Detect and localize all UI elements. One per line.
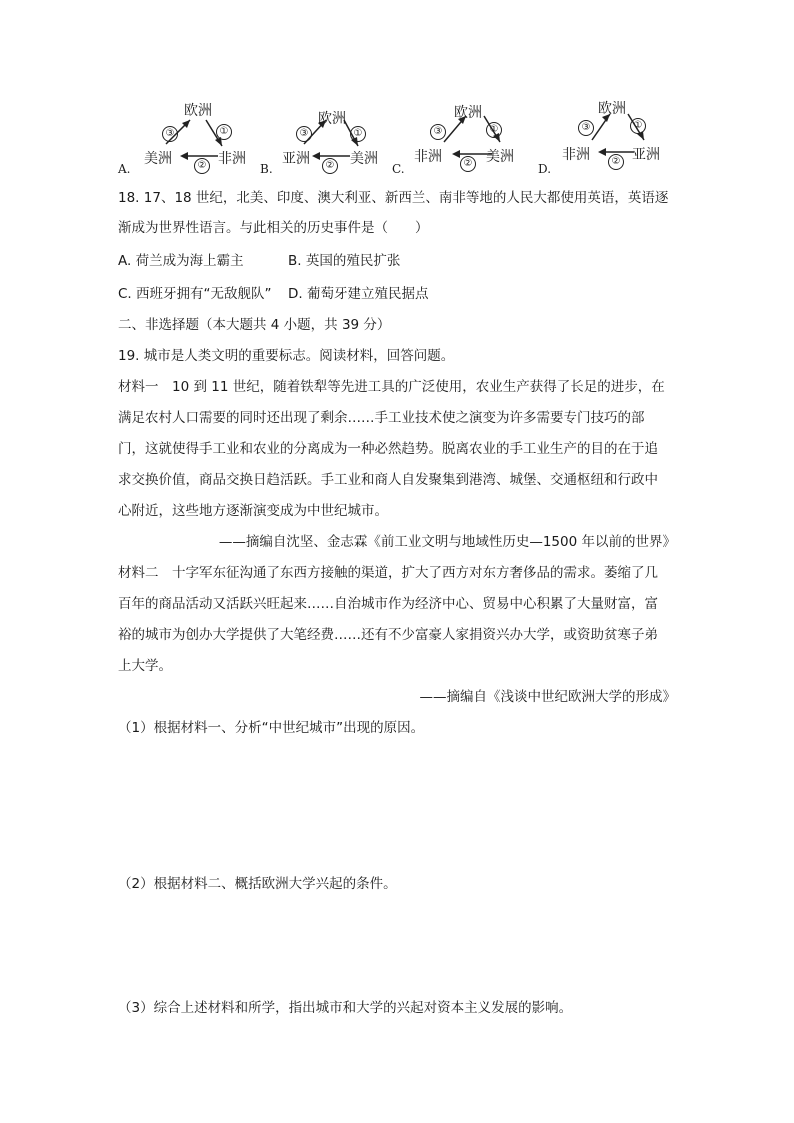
material-1-line: 满足农村人口需要的同时还出现了剩余……手工业技术使之演变为许多需要专门技巧的部	[118, 410, 645, 426]
circled-number-2: ②	[194, 158, 210, 174]
material-1-source: ——摘编自沈坚、金志霖《前工业文明与地域性历史—1500 年以前的世界》	[218, 534, 676, 550]
material-2-line: 上大学。	[118, 658, 172, 674]
circled-number-3: ③	[430, 124, 446, 140]
sub-question-3: （3）综合上述材料和所学，指出城市和大学的兴起对资本主义发展的影响。	[118, 1000, 573, 1016]
node-top: 欧洲	[454, 105, 482, 121]
material-1-line: 材料一 10 到 11 世纪，随着铁犁等先进工具的广泛使用，农业生产获得了长足的进步，在	[118, 379, 665, 395]
option-letter: B.	[260, 162, 273, 176]
material-2-line: 材料二 十字军东征沟通了东西方接触的渠道，扩大了西方对东方奢侈品的需求。萎缩了几	[118, 565, 658, 581]
node-left: 非洲	[562, 147, 590, 163]
node-top: 欧洲	[184, 103, 212, 119]
section-heading: 二、非选择题（本大题共 4 小题，共 39 分）	[118, 317, 391, 333]
circled-number-3: ③	[162, 126, 178, 142]
node-top: 欧洲	[598, 101, 626, 117]
material-1-line: 心附近，这些地方逐渐演变成为中世纪城市。	[118, 503, 388, 519]
node-right: 非洲	[218, 151, 246, 167]
node-top: 欧洲	[318, 111, 346, 127]
material-1-line: 求交换价值，商品交换日趋活跃。手工业和商人自发聚集到港湾、城堡、交通枢纽和行政中	[118, 472, 658, 488]
circled-number-1: ①	[630, 118, 646, 134]
circled-number-3: ③	[296, 126, 312, 142]
q19-stem: 19. 城市是人类文明的重要标志。阅读材料，回答问题。	[118, 348, 455, 364]
sub-question-2: （2）根据材料二、概括欧洲大学兴起的条件。	[118, 876, 397, 892]
node-left: 美洲	[144, 151, 172, 167]
material-2-line: 百年的商品活动又活跃兴旺起来……自治城市作为经济中心、贸易中心积累了大量财富，富	[118, 596, 658, 612]
material-2-source: ——摘编自《浅谈中世纪欧洲大学的形成》	[419, 689, 676, 705]
circled-number-1: ①	[350, 126, 366, 142]
node-right: 美洲	[486, 149, 514, 165]
material-1-line: 门，这就使得手工业和农业的分离成为一种必然趋势。脱离农业的手工业生产的目的在于追	[118, 441, 658, 457]
option-letter: A.	[118, 162, 131, 176]
circled-number-3: ③	[578, 120, 594, 136]
option-b-diagram	[258, 96, 388, 180]
circled-number-2: ②	[608, 154, 624, 170]
node-right: 美洲	[350, 151, 378, 167]
sub-question-1: （1）根据材料一、分析“中世纪城市”出现的原因。	[118, 720, 425, 736]
q18-option-b: B. 英国的殖民扩张	[288, 253, 401, 269]
node-left: 亚洲	[282, 151, 310, 167]
circled-number-1: ①	[216, 124, 232, 140]
option-a-diagram	[118, 96, 258, 180]
q18-option-a: A. 荷兰成为海上霸主	[118, 253, 244, 269]
option-letter: C.	[392, 162, 405, 176]
node-right: 亚洲	[632, 147, 660, 163]
circled-number-1: ①	[486, 122, 502, 138]
q18-stem-line-2: 渐成为世界性语言。与此相关的历史事件是（ ）	[118, 220, 429, 236]
q18-stem-line-1: 18. 17、18 世纪，北美、印度、澳大利亚、新西兰、南非等地的人民大都使用英语，英语逐	[118, 190, 669, 206]
q18-option-d: D. 葡萄牙建立殖民据点	[288, 286, 429, 302]
node-left: 非洲	[414, 149, 442, 165]
material-2-line: 裕的城市为创办大学提供了大笔经费……还有不少富豪人家捐资兴办大学，或资助贫寒子弟	[118, 627, 658, 643]
option-d-diagram	[538, 96, 678, 180]
circled-number-2: ②	[460, 156, 476, 172]
option-letter: D.	[538, 162, 552, 176]
option-c-diagram	[392, 96, 532, 180]
q18-option-c: C. 西班牙拥有“无敌舰队”	[118, 286, 272, 302]
circled-number-2: ②	[322, 158, 338, 174]
